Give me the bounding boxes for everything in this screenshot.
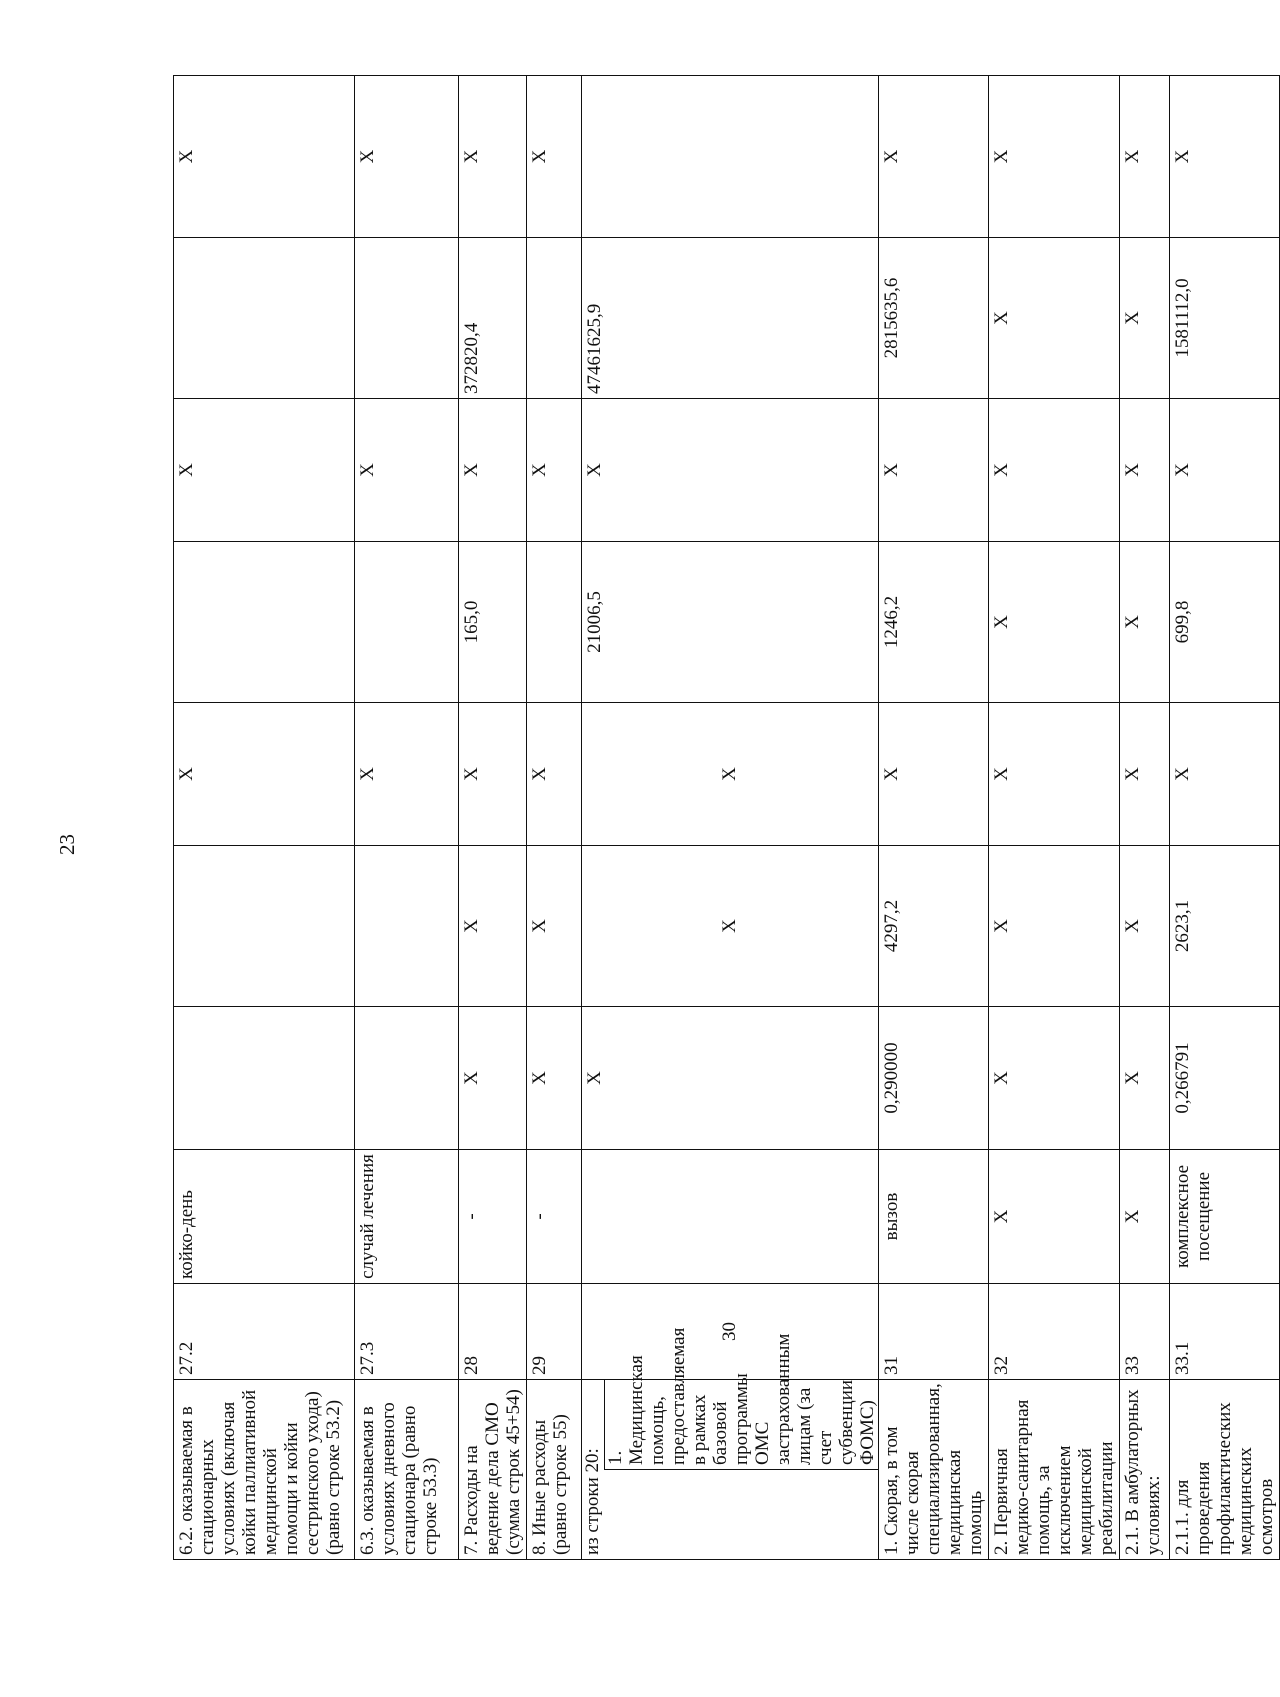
cell: X (878, 76, 988, 238)
cell: X (174, 76, 355, 238)
row-unit: - (459, 1150, 527, 1284)
row-description: 1. Скорая, в том числе скорая специализированная, медицинская помощь (878, 1380, 988, 1560)
cell: X (988, 1007, 1119, 1150)
row-number: 31 (878, 1284, 988, 1380)
row-unit: комплексное посещение (1169, 1150, 1279, 1284)
rotated-page (173, 76, 1277, 1560)
cell: 165,0 (459, 542, 527, 703)
table-row (459, 76, 527, 1560)
cell: X (878, 703, 988, 846)
cell: X (988, 399, 1119, 542)
cell: X (527, 76, 582, 238)
cell: X (174, 399, 355, 542)
row-unit: койко-день (174, 1150, 355, 1284)
cell: X (988, 542, 1119, 703)
cell (527, 238, 582, 399)
cell: X (1119, 76, 1169, 238)
table-row (582, 76, 879, 1560)
table-row (878, 76, 988, 1560)
row-unit: X (1119, 1150, 1169, 1284)
cell: X (988, 846, 1119, 1007)
table-row (355, 76, 459, 1560)
cell: X (1119, 703, 1169, 846)
cell: X (459, 76, 527, 238)
row-unit: вызов (878, 1150, 988, 1284)
cell (582, 76, 879, 238)
cell: X (459, 1007, 527, 1150)
cell (174, 846, 355, 1007)
row-number: 30 (582, 1284, 879, 1380)
row-number: 27.2 (174, 1284, 355, 1380)
cell: X (582, 703, 879, 846)
cell: 2815635,6 (878, 238, 988, 399)
cell: X (527, 703, 582, 846)
cell: 2623,1 (1169, 846, 1279, 1007)
cell: 47461625,9 (582, 238, 879, 399)
cell: X (459, 399, 527, 542)
row-description: 7. Расходы на ведение дела СМО (сумма строк 45+54) (459, 1380, 527, 1560)
cell: X (1169, 703, 1279, 846)
cell (355, 238, 459, 399)
cell: X (174, 703, 355, 846)
row-number: 33 (1119, 1284, 1169, 1380)
cell (174, 542, 355, 703)
cell: X (527, 399, 582, 542)
row-description: 2.1.1. для проведения профилактических медицинских осмотров (1169, 1380, 1279, 1560)
row-description: 8. Иные расходы (равно строке 55) (527, 1380, 582, 1560)
cell: X (355, 76, 459, 238)
cell: X (527, 1007, 582, 1150)
cell: 699,8 (1169, 542, 1279, 703)
table-row (988, 76, 1119, 1560)
cell: X (1169, 399, 1279, 542)
cell (355, 846, 459, 1007)
row-unit (582, 1150, 879, 1284)
row-description: 6.3. оказываемая в условиях дневного стационара (равно строке 53.3) (355, 1380, 459, 1560)
cell: 372820,4 (459, 238, 527, 399)
cell: X (1119, 542, 1169, 703)
cell (355, 542, 459, 703)
cell: X (582, 846, 879, 1007)
table-row (1119, 76, 1169, 1560)
page-number: 23 (55, 834, 79, 855)
row-number: 27.3 (355, 1284, 459, 1380)
cell: X (1119, 1007, 1169, 1150)
cell: 0,266791 (1169, 1007, 1279, 1150)
cell: X (582, 399, 879, 542)
cell (174, 238, 355, 399)
row-description-header: из строки 20: (582, 1448, 603, 1555)
cell: X (527, 846, 582, 1007)
row-number: 28 (459, 1284, 527, 1380)
table-row (1169, 76, 1279, 1560)
row-description: 2. Первичная медико-санитарная помощь, за исключением медицинской реабилитации (988, 1380, 1119, 1560)
cell: X (1119, 846, 1169, 1007)
row-unit: случай лечения (355, 1150, 459, 1284)
cell (174, 1007, 355, 1150)
cell: X (988, 703, 1119, 846)
cell: 4297,2 (878, 846, 988, 1007)
cell: X (988, 76, 1119, 238)
cell: X (355, 703, 459, 846)
row-unit: - (527, 1150, 582, 1284)
row-number: 33.1 (1169, 1284, 1279, 1380)
row-description: 6.2. оказываемая в стационарных условиях (включая койки паллиативной медицинской помощи и койки сестринского ухода) (равно строке 53.2) (174, 1380, 355, 1560)
row-number: 32 (988, 1284, 1119, 1380)
cell: X (582, 1007, 879, 1150)
cell: X (355, 399, 459, 542)
row-description: 2.1. В амбулаторных условиях: (1119, 1380, 1169, 1560)
cell: X (1119, 238, 1169, 399)
cell: 1246,2 (878, 542, 988, 703)
cell: X (1119, 399, 1169, 542)
financing-table (173, 75, 1280, 1560)
row-number: 29 (527, 1284, 582, 1380)
cell: X (459, 703, 527, 846)
cell (527, 542, 582, 703)
cell: 1581112,0 (1169, 238, 1279, 399)
cell: X (459, 846, 527, 1007)
cell: 0,290000 (878, 1007, 988, 1150)
table-row (174, 76, 355, 1560)
cell (355, 1007, 459, 1150)
cell: X (878, 399, 988, 542)
table-row (527, 76, 582, 1560)
row-description: 1. Медицинская помощь, предоставляемая в рамках базовой программы ОМС застрахованным лицам (за счет субвенции ФОМС) (604, 1380, 878, 1470)
cell: X (1169, 76, 1279, 238)
cell: X (988, 238, 1119, 399)
cell: 21006,5 (582, 542, 879, 703)
row-unit: X (988, 1150, 1119, 1284)
